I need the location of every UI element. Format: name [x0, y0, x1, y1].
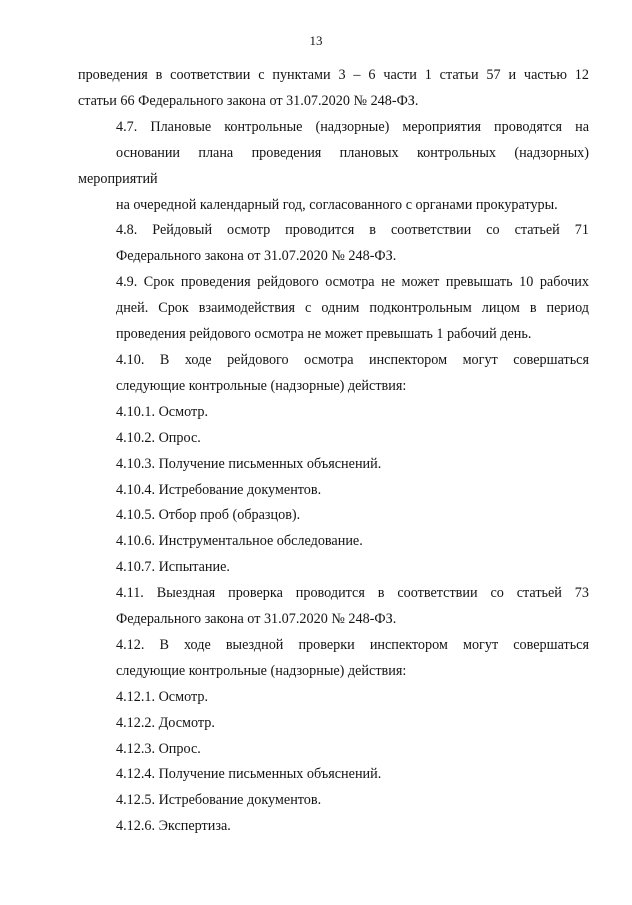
list-item-4-12-1: 4.12.1. Осмотр. [116, 688, 209, 705]
paragraph-4-12 [78, 633, 589, 685]
list-item-4-12-4: 4.12.4. Получение письменных объяснений. [116, 766, 382, 783]
text-line: проведения в соответствии с пунктами 3 – 6 части 1 статьи 57 и частью 12 [78, 67, 589, 83]
text-line: 4.9. Срок проведения рейдового осмотра не может превышать 10 рабочих [116, 274, 589, 291]
text-line: 4.8. Рейдовый осмотр проводится в соответствии со статьей 71 [116, 222, 589, 239]
text-line: дней. Срок взаимодействия с одним подконтрольным лицом в период [116, 300, 589, 317]
paragraph-4-11 [78, 581, 589, 633]
paragraph-4-7 [78, 115, 589, 219]
text-line: следующие контрольные (надзорные) действия: [116, 377, 407, 394]
list-item-4-10-2: 4.10.2. Опрос. [116, 429, 201, 446]
list-item-4-12-5: 4.12.5. Истребование документов. [116, 792, 322, 809]
text-line: проведения рейдового осмотра не может превышать 1 рабочий день. [116, 326, 532, 343]
list-item-4-10-6: 4.10.6. Инструментальное обследование. [116, 533, 363, 550]
list-item-4-12-2: 4.12.2. Досмотр. [116, 714, 215, 731]
text-line: на очередной календарный год, согласованного с органами прокуратуры. [116, 196, 558, 213]
page-number: 13 [309, 33, 323, 48]
list-item-4-10-7: 4.10.7. Испытание. [116, 559, 230, 576]
list-item-4-10-4: 4.10.4. Истребование документов. [116, 481, 322, 498]
text-line: 4.12. В ходе выездной проверки инспектором могут совершаться [116, 636, 589, 653]
text-line: Федерального закона от 31.07.2020 № 248-ФЗ. [116, 611, 397, 628]
paragraph-4-8 [78, 218, 589, 270]
text-line: статьи 66 Федерального закона от 31.07.2020 № 248-ФЗ. [78, 92, 419, 109]
text-line: основании плана проведения плановых контрольных (надзорных) мероприятий [78, 144, 589, 187]
list-item-4-10-5: 4.10.5. Отбор проб (образцов). [116, 507, 301, 524]
text-line: 4.11. Выездная проверка проводится в соответствии со статьей 73 [116, 585, 589, 602]
paragraph-continuation [78, 63, 589, 115]
list-item-4-12-6: 4.12.6. Экспертиза. [116, 818, 231, 835]
text-line: 4.10. В ходе рейдового осмотра инспектором могут совершаться [116, 351, 589, 368]
paragraph-4-9 [78, 270, 589, 348]
text-line: Федерального закона от 31.07.2020 № 248-ФЗ. [116, 248, 397, 265]
list-item-4-10-3: 4.10.3. Получение письменных объяснений. [116, 455, 382, 472]
list-item-4-10-1: 4.10.1. Осмотр. [116, 403, 209, 420]
list-item-4-12-3: 4.12.3. Опрос. [116, 740, 201, 757]
paragraph-4-10 [78, 348, 589, 400]
text-line: 4.7. Плановые контрольные (надзорные) мероприятия проводятся на [116, 118, 589, 135]
document-body [78, 63, 589, 840]
text-line: следующие контрольные (надзорные) действия: [116, 662, 407, 679]
